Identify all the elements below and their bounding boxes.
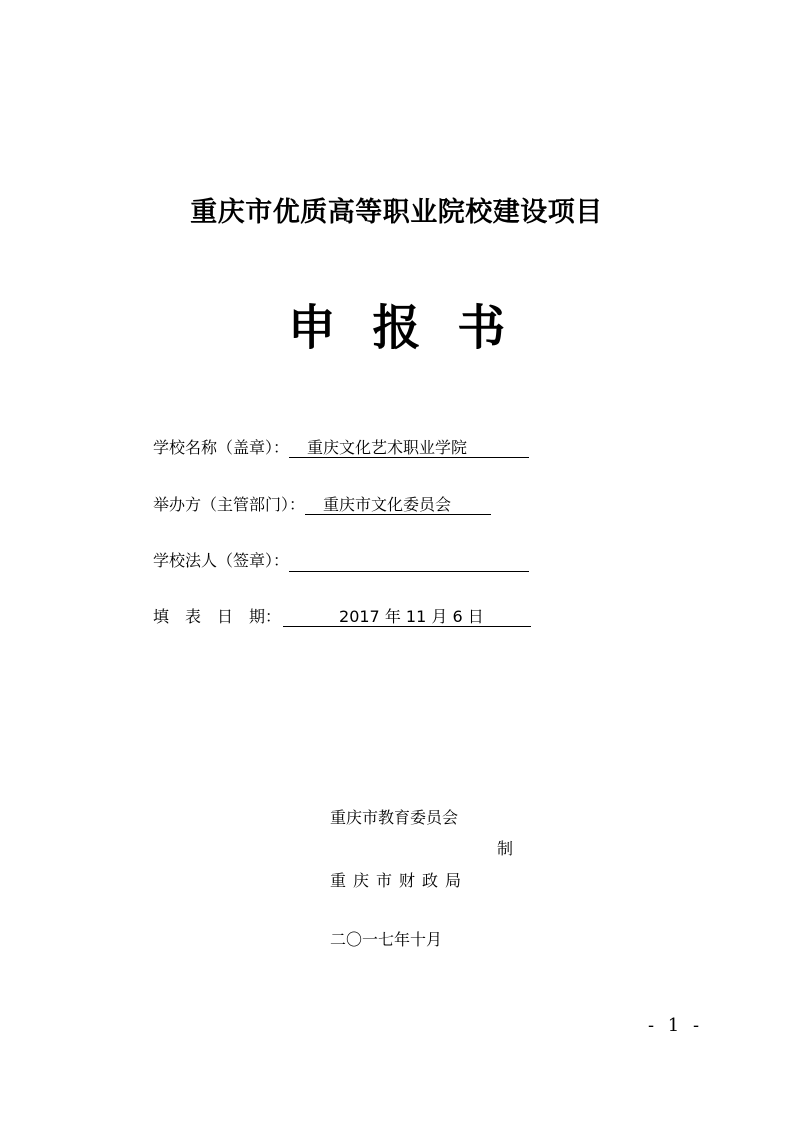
school-name-value: 重庆文化艺术职业学院 bbox=[289, 437, 529, 458]
heading-char-1: 申 bbox=[287, 300, 336, 356]
page-number: - 1 - bbox=[648, 1015, 704, 1036]
organizer-value: 重庆市文化委员会 bbox=[305, 494, 491, 515]
legal-rep-label: 学校法人（签章）： bbox=[153, 551, 290, 570]
document-title: 重庆市优质高等职业院校建设项目 bbox=[190, 197, 603, 228]
school-name-field bbox=[153, 437, 529, 459]
legal-rep-value bbox=[289, 550, 529, 572]
issuer-education-commission: 重庆市教育委员会 bbox=[330, 808, 459, 827]
legal-rep-field bbox=[153, 550, 529, 572]
fill-date-value: 2017 年 11 月 6 日 bbox=[283, 606, 531, 627]
school-name-label: 学校名称（盖章）： bbox=[153, 438, 290, 457]
organizer-field bbox=[153, 494, 491, 516]
issue-date: 二〇一七年十月 bbox=[330, 930, 443, 949]
application-form-heading bbox=[0, 298, 793, 358]
heading-char-3: 书 bbox=[457, 300, 506, 356]
organizer-label: 举办方（主管部门）： bbox=[153, 495, 306, 514]
heading-char-2: 报 bbox=[372, 300, 421, 356]
fill-date-field bbox=[153, 606, 531, 628]
issuer-finance-bureau: 重庆市财政局 bbox=[330, 871, 469, 890]
fill-date-label: 填 表 日 期： bbox=[153, 607, 282, 626]
issuer-made-by: 制 bbox=[497, 839, 514, 858]
